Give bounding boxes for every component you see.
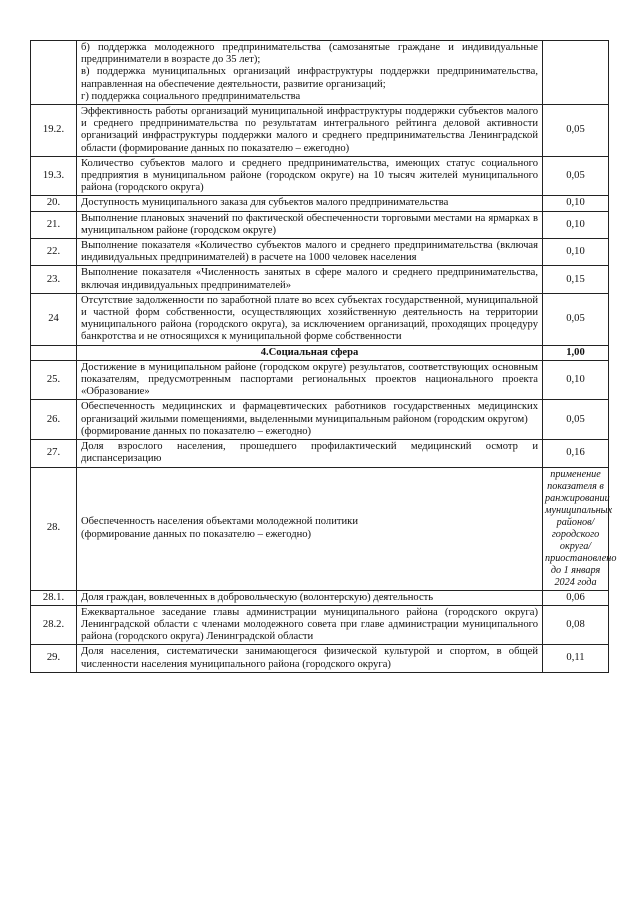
description-text: Доступность муниципального заказа для субъектов малого предпринимательства <box>81 197 449 209</box>
indicator-weight: 0,10 <box>543 239 609 266</box>
indicator-description <box>77 211 543 238</box>
row-number <box>31 41 77 105</box>
row-number: 24 <box>31 293 77 345</box>
row-number: 25. <box>31 360 77 400</box>
indicator-description <box>77 239 543 266</box>
description-text: в) поддержка муниципальных организаций инфраструктуры поддержки предпринимательства, направленная на обеспечение деятельности, развитие организаций; <box>81 66 538 90</box>
indicator-weight: 0,08 <box>543 605 609 645</box>
description-text: Достижение в муниципальном районе (городском округе) результатов, соответствующих основным показателям, предусмотренным паспортами региональных проектов национального проекта «Образование» <box>81 361 538 398</box>
indicator-description <box>77 266 543 293</box>
indicator-description <box>77 156 543 196</box>
description-text: Обеспеченность населения объектами молодежной политики <box>81 516 358 528</box>
description-text: Выполнение плановых значений по фактической обеспеченности торговыми местами на ярмарках в муниципальном районе (городском округе) <box>81 212 538 236</box>
description-text: Эффективность работы организаций муниципальной инфраструктуры поддержки субъектов малого и среднего предпринимательства по результатам интегрального рейтинга деловой активности организаций инфраструктуры поддержки малого и среднего предпринимательства Ленинградской области (формирование данных по показателю – ежегодно) <box>81 106 538 154</box>
indicator-weight: 0,05 <box>543 400 609 440</box>
description-text: Количество субъектов малого и среднего предпринимательства, имеющих статус социального предприятия в муниципальном районе (городском округе) на 10 тысяч жителей муниципального района (городского округа) <box>81 157 538 194</box>
description-text: б) поддержка молодежного предпринимательства (самозанятые граждане и индивидуальные предприниматели в возрасте до 35 лет); <box>81 42 538 66</box>
table-row <box>31 105 609 157</box>
indicator-note: применение показателя в ранжировании муниципальных районов/ городского округа/ приостановлено до 1 января 2024 года <box>543 467 609 590</box>
description-text: (формирование данных по показателю – ежегодно) <box>81 528 312 540</box>
indicator-weight: 0,11 <box>543 645 609 672</box>
description-text: Отсутствие задолженности по заработной плате во всех субъектах государственной, муниципальной и частной форм собственности, осуществляющих хозяйственную деятельность на территории муниципального района (городского округа), за исключением организаций, проходящих процедуру банкротства и не относящихся к муниципальной форме собственности <box>81 294 538 343</box>
indicator-weight: 0,10 <box>543 360 609 400</box>
section-row <box>31 345 609 360</box>
table-row <box>31 266 609 293</box>
indicator-description <box>77 41 543 105</box>
description-text: Выполнение показателя «Численность занятых в сфере малого и среднего предпринимательства, включая индивидуальных предпринимателей» <box>81 267 538 291</box>
indicator-weight: 0,06 <box>543 590 609 605</box>
indicator-description <box>77 400 543 440</box>
row-number: 19.2. <box>31 105 77 157</box>
table-row <box>31 467 609 590</box>
indicator-weight: 0,05 <box>543 156 609 196</box>
table-row <box>31 645 609 672</box>
row-number: 28.1. <box>31 590 77 605</box>
table-row <box>31 156 609 196</box>
row-number: 27. <box>31 440 77 467</box>
indicator-weight: 0,16 <box>543 440 609 467</box>
indicator-weight <box>543 41 609 105</box>
row-number: 21. <box>31 211 77 238</box>
indicators-table <box>30 40 617 673</box>
indicator-description <box>77 645 543 672</box>
section-weight: 1,00 <box>543 345 609 360</box>
table-row <box>31 211 609 238</box>
indicator-weight: 0,05 <box>543 293 609 345</box>
row-number: 28. <box>31 467 77 590</box>
row-number: 26. <box>31 400 77 440</box>
description-text: (формирование данных по показателю – ежегодно) <box>81 425 312 437</box>
table-row <box>31 41 609 105</box>
table-row <box>31 293 609 345</box>
indicator-weight: 0,10 <box>543 211 609 238</box>
indicator-weight: 0,15 <box>543 266 609 293</box>
row-number: 28.2. <box>31 605 77 645</box>
description-text: Ежеквартальное заседание главы администрации муниципального района (городского округа) Ленинградской области с членами молодежного совета при главе администрации муниципального района (городского округа) Ленинградской области <box>81 606 538 643</box>
indicator-description <box>77 293 543 345</box>
indicator-weight: 0,10 <box>543 196 609 211</box>
row-number: 23. <box>31 266 77 293</box>
table-row <box>31 239 609 266</box>
indicator-description <box>77 467 543 590</box>
description-text: Доля граждан, вовлеченных в добровольческую (волонтерскую) деятельность <box>81 591 434 603</box>
description-text: Доля населения, систематически занимающегося физической культурой и спортом, в общей численности населения муниципального района (городского округа) <box>81 646 538 670</box>
table-row <box>31 196 609 211</box>
indicator-description <box>77 590 543 605</box>
row-number-cell <box>31 345 77 360</box>
section-title: 4.Социальная сфера <box>77 345 543 360</box>
row-number: 19.3. <box>31 156 77 196</box>
indicator-description <box>77 440 543 467</box>
table-row <box>31 360 609 400</box>
table-row <box>31 605 609 645</box>
row-number: 20. <box>31 196 77 211</box>
indicator-description <box>77 105 543 157</box>
row-number: 29. <box>31 645 77 672</box>
indicator-description <box>77 360 543 400</box>
table-row <box>31 440 609 467</box>
indicator-weight: 0,05 <box>543 105 609 157</box>
description-text: Выполнение показателя «Количество субъектов малого и среднего предпринимательства (включая индивидуальных предпринимателей) в расчете на 1000 человек населения <box>81 240 538 264</box>
row-number: 22. <box>31 239 77 266</box>
table-row <box>31 590 609 605</box>
description-text: г) поддержка социального предпринимательства <box>81 90 301 102</box>
table-row <box>31 400 609 440</box>
indicator-description <box>77 605 543 645</box>
document-page <box>30 40 617 673</box>
description-text: Доля взрослого населения, прошедшего профилактический медицинский осмотр и диспансеризацию <box>81 441 538 465</box>
description-text: Обеспеченность медицинских и фармацевтических работников государственных медицинских организаций жилыми помещениями, выделенными муниципальным районом (городским округом) <box>81 401 538 425</box>
indicators-table-body <box>31 41 617 673</box>
indicator-description <box>77 196 543 211</box>
